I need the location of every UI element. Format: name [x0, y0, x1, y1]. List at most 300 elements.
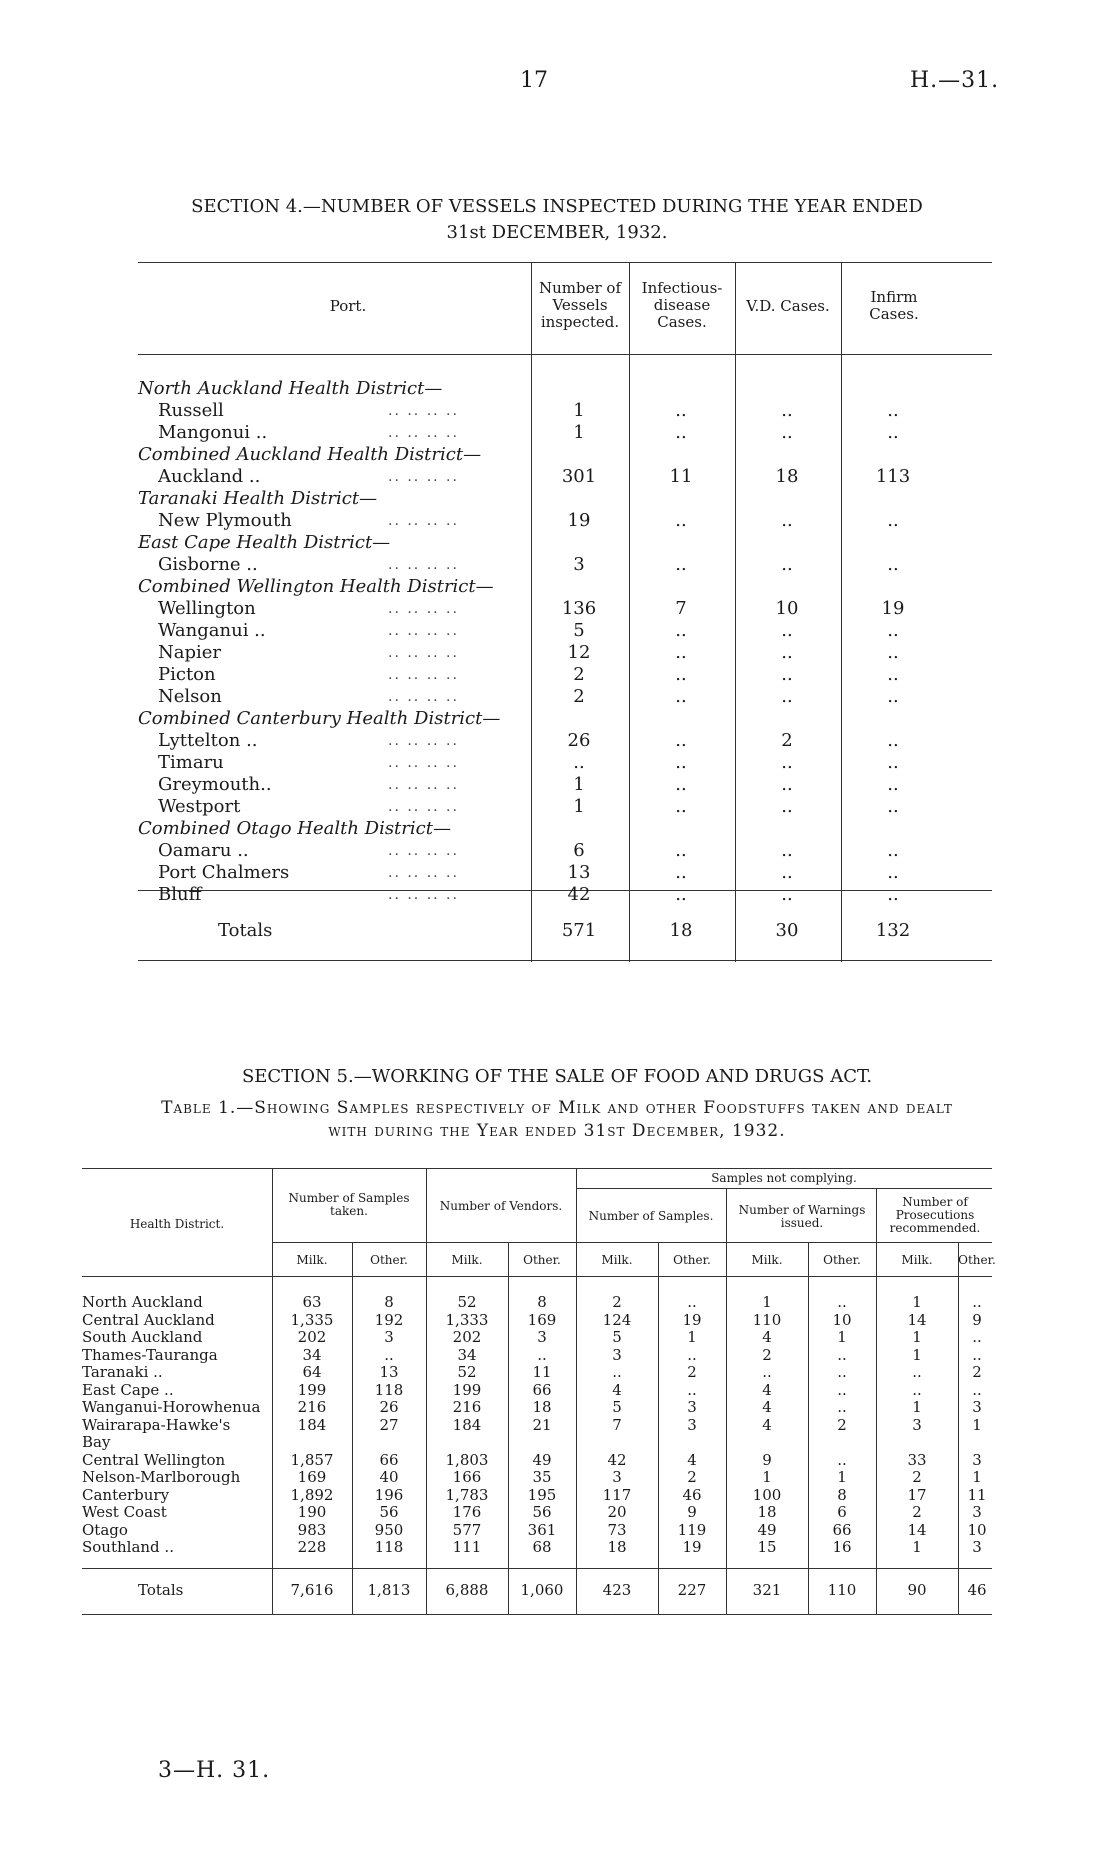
sub-milk: Milk.	[751, 1253, 783, 1267]
cell-value: 14	[907, 1520, 927, 1539]
cell-value: 18	[532, 1398, 552, 1416]
cell-value: 1	[912, 1398, 922, 1416]
cell-value: 42	[607, 1450, 627, 1469]
cell-value: ..	[675, 400, 687, 421]
cell-value: 56	[532, 1503, 552, 1521]
cell-value: ..	[781, 510, 793, 531]
district-row	[82, 1487, 992, 1504]
cell-value: 1	[912, 1293, 922, 1311]
cell-value: 1,803	[445, 1450, 489, 1469]
cell-value: 7	[675, 598, 687, 619]
cell-value: 3	[687, 1415, 697, 1434]
cell-value: 2	[781, 730, 793, 751]
leader-dots: .. .. .. ..	[388, 865, 459, 881]
cell-value: 166	[452, 1468, 482, 1486]
cell-value: 118	[374, 1538, 404, 1556]
col-num-samples: Number of Samples.	[588, 1209, 714, 1223]
cell-value: 118	[374, 1380, 404, 1399]
cell-value: 169	[297, 1468, 327, 1486]
district-name: Nelson-Marlborough	[82, 1468, 241, 1486]
document-reference: H.—31.	[910, 68, 1000, 93]
cell-value: 40	[379, 1468, 399, 1486]
cell-value: 1	[972, 1468, 982, 1486]
port-row	[138, 862, 992, 884]
cell-value: 3	[612, 1345, 622, 1364]
cell-value: ..	[887, 796, 899, 817]
sub-milk: Milk.	[901, 1253, 933, 1267]
col-samples-taken: Number of Samples taken.	[288, 1191, 410, 1218]
leader-dots: .. .. .. ..	[388, 425, 459, 441]
cell-value: ..	[972, 1328, 982, 1346]
food-drugs-table	[82, 1168, 996, 1628]
port-row	[138, 752, 992, 774]
cell-value: 19	[567, 510, 591, 531]
port-row	[138, 466, 992, 488]
col-vd: V.D. Cases.	[746, 297, 830, 315]
col-infirm: Infirm Cases.	[869, 288, 919, 323]
cell-value: 49	[532, 1450, 552, 1469]
cell-value: 199	[452, 1380, 482, 1399]
port-name: Wellington	[158, 598, 256, 619]
cell-value: 4	[762, 1380, 772, 1399]
cell-value: ..	[887, 862, 899, 883]
cell-value: ..	[675, 664, 687, 685]
cell-value: 3	[384, 1328, 394, 1346]
cell-value: 110	[752, 1310, 782, 1329]
total-value: 90	[907, 1581, 927, 1599]
cell-value: 1,892	[290, 1485, 334, 1504]
cell-value: ..	[687, 1345, 697, 1364]
cell-value: ..	[972, 1345, 982, 1364]
district-heading	[138, 576, 992, 598]
leader-dots: .. .. .. ..	[388, 645, 459, 661]
total-value: 321	[752, 1581, 782, 1599]
cell-value: 18	[607, 1538, 627, 1556]
cell-value: ..	[762, 1363, 772, 1381]
cell-value: ..	[781, 400, 793, 421]
cell-value: 3	[972, 1450, 982, 1469]
cell-value: 196	[374, 1485, 404, 1504]
port-row	[138, 796, 992, 818]
cell-value: ..	[781, 422, 793, 443]
cell-value: 18	[757, 1503, 777, 1521]
cell-value: ..	[675, 422, 687, 443]
district-name: Combined Otago Health District—	[138, 818, 451, 839]
cell-value: 216	[297, 1398, 327, 1416]
port-row	[138, 422, 992, 444]
cell-value: 119	[677, 1520, 707, 1539]
cell-value: ..	[781, 774, 793, 795]
sub-other: Other.	[523, 1253, 561, 1267]
cell-value: ..	[887, 422, 899, 443]
district-row	[82, 1504, 992, 1521]
total-value: 46	[967, 1581, 987, 1599]
col-infectious: Infectious-disease Cases.	[641, 279, 723, 331]
port-name: Russell	[158, 400, 224, 421]
cell-value: 9	[687, 1503, 697, 1521]
cell-value: 9	[972, 1310, 982, 1329]
col-warnings: Number of Warnings issued.	[738, 1203, 866, 1230]
col-port: Port.	[329, 297, 367, 315]
leader-dots: .. .. .. ..	[388, 403, 459, 419]
cell-value: 3	[972, 1503, 982, 1521]
district-name: Canterbury	[82, 1485, 170, 1504]
leader-dots: .. .. .. ..	[388, 843, 459, 859]
cell-value: 113	[875, 466, 911, 487]
port-row	[138, 642, 992, 664]
cell-value: 11	[669, 466, 693, 487]
district-name: Taranaki Health District—	[138, 488, 378, 509]
port-name: Lyttelton ..	[158, 730, 258, 751]
leader-dots: .. .. .. ..	[388, 799, 459, 815]
district-name: North Auckland	[82, 1293, 203, 1311]
cell-value: ..	[837, 1398, 847, 1416]
cell-value: 983	[297, 1520, 327, 1539]
cell-value: 4	[762, 1328, 772, 1346]
port-row	[138, 598, 992, 620]
district-name: Combined Canterbury Health District—	[138, 708, 501, 729]
cell-value: 8	[537, 1293, 547, 1311]
cell-value: 176	[452, 1503, 482, 1521]
district-row	[82, 1294, 992, 1311]
leader-dots: .. .. .. ..	[388, 623, 459, 639]
cell-value: 33	[907, 1450, 927, 1469]
cell-value: ..	[687, 1380, 697, 1399]
port-name: Bluff	[158, 884, 202, 905]
section4-title: SECTION 4.—NUMBER OF VESSELS INSPECTED DURING THE YEAR ENDED	[191, 196, 923, 217]
cell-value: 3	[912, 1415, 922, 1434]
total-value: 1,813	[367, 1581, 411, 1599]
cell-value: 2	[687, 1468, 697, 1486]
district-heading	[138, 708, 992, 730]
district-row	[82, 1364, 992, 1381]
cell-value: ..	[675, 752, 687, 773]
cell-value: ..	[887, 686, 899, 707]
cell-value: 117	[602, 1485, 632, 1504]
district-heading	[138, 488, 992, 510]
cell-value: 2	[912, 1503, 922, 1521]
district-name: Wanganui-Horowhenua	[82, 1398, 261, 1416]
cell-value: 66	[379, 1450, 399, 1469]
cell-value: 2	[687, 1363, 697, 1381]
port-name: Nelson	[158, 686, 222, 707]
district-name: Thames-Tauranga	[82, 1345, 218, 1364]
cell-value: 3	[537, 1328, 547, 1346]
cell-value: 42	[567, 884, 591, 905]
cell-value: 100	[752, 1485, 782, 1504]
port-row	[138, 400, 992, 422]
cell-value: ..	[675, 796, 687, 817]
cell-value: 19	[682, 1538, 702, 1556]
cell-value: ..	[972, 1293, 982, 1311]
sub-other: Other.	[958, 1253, 996, 1267]
cell-value: ..	[887, 510, 899, 531]
cell-value: 184	[452, 1415, 482, 1434]
cell-value: 5	[612, 1398, 622, 1416]
leader-dots: .. .. .. ..	[388, 777, 459, 793]
cell-value: 52	[457, 1363, 477, 1381]
district-row-cont	[82, 1434, 992, 1451]
cell-value: ..	[972, 1380, 982, 1399]
cell-value: 26	[379, 1398, 399, 1416]
cell-value: ..	[887, 884, 899, 905]
cell-value: ..	[573, 752, 585, 773]
port-name: Westport	[158, 796, 241, 817]
port-row	[138, 730, 992, 752]
cell-value: 19	[881, 598, 905, 619]
cell-value: 35	[532, 1468, 552, 1486]
cell-value: 169	[527, 1310, 557, 1329]
cell-value: 2	[972, 1363, 982, 1381]
cell-value: 202	[452, 1328, 482, 1346]
port-name: Auckland ..	[158, 466, 261, 487]
cell-value: ..	[781, 752, 793, 773]
cell-value: 66	[832, 1520, 852, 1539]
leader-dots: .. .. .. ..	[388, 689, 459, 705]
cell-value: 56	[379, 1503, 399, 1521]
cell-value: ..	[675, 862, 687, 883]
cell-value: 1,333	[445, 1310, 489, 1329]
col-vessels: Number of Vessels inspected.	[538, 279, 621, 331]
district-heading	[138, 818, 992, 840]
cell-value: 5	[573, 620, 585, 641]
cell-value: ..	[781, 664, 793, 685]
cell-value: 228	[297, 1538, 327, 1556]
cell-value: 7	[612, 1415, 622, 1434]
cell-value: 46	[682, 1485, 702, 1504]
cell-value: ..	[887, 840, 899, 861]
cell-value: 3	[573, 554, 585, 575]
cell-value: ..	[887, 774, 899, 795]
cell-value: 124	[602, 1310, 632, 1329]
cell-value: 10	[775, 598, 799, 619]
cell-value: 12	[567, 642, 591, 663]
port-row	[138, 840, 992, 862]
cell-value: ..	[781, 620, 793, 641]
cell-value: ..	[837, 1345, 847, 1364]
port-name: New Plymouth	[158, 510, 292, 531]
port-row	[138, 774, 992, 796]
district-row	[82, 1329, 992, 1346]
leader-dots: .. .. .. ..	[388, 755, 459, 771]
district-row	[82, 1522, 992, 1539]
cell-value: 192	[374, 1310, 404, 1329]
district-heading	[138, 444, 992, 466]
total-value: 7,616	[290, 1581, 334, 1599]
district-name: Combined Wellington Health District—	[138, 576, 494, 597]
cell-value: ..	[781, 884, 793, 905]
total-value: 571	[561, 920, 597, 941]
cell-value: 1	[573, 774, 585, 795]
port-row	[138, 510, 992, 532]
cell-value: 52	[457, 1293, 477, 1311]
total-value: 227	[677, 1581, 707, 1599]
cell-value: ..	[781, 554, 793, 575]
cell-value: 136	[561, 598, 597, 619]
cell-value: ..	[675, 642, 687, 663]
cell-value: 1,857	[290, 1450, 334, 1469]
cell-value: 184	[297, 1415, 327, 1434]
district-row	[82, 1347, 992, 1364]
port-name: Wanganui ..	[158, 620, 266, 641]
port-name: Oamaru ..	[158, 840, 249, 861]
district-name: East Cape ..	[82, 1380, 174, 1399]
footer-reference: 3—H. 31.	[158, 1758, 271, 1783]
section5-title: SECTION 5.—WORKING OF THE SALE OF FOOD AND DRUGS ACT.	[241, 1066, 873, 1087]
cell-value: 1	[687, 1328, 697, 1346]
cell-value: ..	[781, 686, 793, 707]
cell-value: ..	[781, 862, 793, 883]
cell-value: ..	[612, 1363, 622, 1381]
port-row	[138, 620, 992, 642]
district-row	[82, 1539, 992, 1556]
cell-value: ..	[781, 840, 793, 861]
port-row	[138, 554, 992, 576]
cell-value: 195	[527, 1485, 557, 1504]
sub-milk: Milk.	[601, 1253, 633, 1267]
cell-value: 199	[297, 1380, 327, 1399]
cell-value: 5	[612, 1328, 622, 1346]
cell-value: ..	[887, 730, 899, 751]
district-name: Central Auckland	[82, 1310, 215, 1329]
cell-value: 3	[972, 1398, 982, 1416]
cell-value: ..	[887, 620, 899, 641]
leader-dots: .. .. .. ..	[388, 557, 459, 573]
cell-value: 1	[573, 422, 585, 443]
cell-value: 13	[379, 1363, 399, 1381]
cell-value: ..	[687, 1293, 697, 1311]
cell-value: ..	[887, 554, 899, 575]
district-name: Southland ..	[82, 1538, 174, 1556]
cell-value: 1	[573, 400, 585, 421]
cell-value: 1	[573, 796, 585, 817]
leader-dots: .. .. .. ..	[388, 469, 459, 485]
district-name: Taranaki ..	[82, 1363, 163, 1381]
cell-value: 6	[573, 840, 585, 861]
cell-value: 18	[775, 466, 799, 487]
cell-value: ..	[384, 1345, 394, 1364]
district-row	[82, 1452, 992, 1469]
port-name: Port Chalmers	[158, 862, 290, 883]
district-heading	[138, 532, 992, 554]
port-name: Napier	[158, 642, 222, 663]
total-value: 6,888	[445, 1581, 489, 1599]
totals-row	[138, 920, 992, 942]
total-value: 1,060	[520, 1581, 564, 1599]
cell-value: 3	[687, 1398, 697, 1416]
cell-value: 15	[757, 1538, 777, 1556]
cell-value: 64	[302, 1363, 322, 1381]
col-vendors: Number of Vendors.	[439, 1199, 563, 1213]
cell-value: 111	[452, 1538, 482, 1556]
district-name: Central Wellington	[82, 1450, 226, 1469]
cell-value: 13	[567, 862, 591, 883]
page-number: 17	[520, 68, 548, 93]
district-row	[82, 1469, 992, 1486]
col-health-district: Health District.	[129, 1217, 225, 1231]
cell-value: 1	[912, 1328, 922, 1346]
cell-value: 17	[907, 1485, 927, 1504]
cell-value: 1	[912, 1345, 922, 1364]
port-name: Picton	[158, 664, 216, 685]
cell-value: ..	[675, 620, 687, 641]
cell-value: 9	[762, 1450, 772, 1469]
table1-caption: Table 1.—Showing Samples respectively of Milk and other Foodstuffs taken and dealt	[161, 1098, 953, 1118]
port-name: Gisborne ..	[158, 554, 258, 575]
cell-value: 8	[837, 1485, 847, 1504]
cell-value: 73	[607, 1520, 627, 1539]
cell-value: 2	[912, 1468, 922, 1486]
cell-value: ..	[887, 642, 899, 663]
district-row	[82, 1312, 992, 1329]
cell-value: ..	[912, 1363, 922, 1381]
cell-value: 26	[567, 730, 591, 751]
cell-value: 4	[762, 1415, 772, 1434]
cell-value: 1	[837, 1468, 847, 1486]
district-name: West Coast	[82, 1503, 167, 1521]
cell-value: 66	[532, 1380, 552, 1399]
cell-value: 3	[612, 1468, 622, 1486]
district-row	[82, 1382, 992, 1399]
cell-value: 2	[573, 686, 585, 707]
sub-milk: Milk.	[451, 1253, 483, 1267]
leader-dots: .. .. .. ..	[388, 887, 459, 903]
total-value: 132	[875, 920, 911, 941]
cell-value: 301	[561, 466, 597, 487]
cell-value: 1	[972, 1415, 982, 1434]
cell-value: 14	[907, 1310, 927, 1329]
cell-value: 11	[967, 1485, 987, 1504]
cell-value: 1,783	[445, 1485, 489, 1504]
leader-dots: .. .. .. ..	[388, 667, 459, 683]
cell-value: ..	[675, 554, 687, 575]
cell-value: ..	[675, 686, 687, 707]
cell-value: 1,335	[290, 1310, 334, 1329]
district-name-cont: Bay	[82, 1433, 111, 1451]
totals-row	[82, 1582, 992, 1599]
total-value: 30	[775, 920, 799, 941]
total-value: 110	[827, 1581, 857, 1599]
leader-dots: .. .. .. ..	[388, 733, 459, 749]
cell-value: ..	[887, 400, 899, 421]
leader-dots: .. .. .. ..	[388, 601, 459, 617]
totals-label: Totals	[138, 1581, 184, 1599]
cell-value: ..	[675, 510, 687, 531]
cell-value: 1	[762, 1293, 772, 1311]
total-value: 18	[669, 920, 693, 941]
section4-title-date: 31st DECEMBER, 1932.	[446, 222, 668, 243]
district-name: Otago	[82, 1520, 128, 1539]
cell-value: 34	[457, 1345, 477, 1364]
cell-value: 577	[452, 1520, 482, 1539]
cell-value: 2	[573, 664, 585, 685]
cell-value: 4	[612, 1380, 622, 1399]
sub-other: Other.	[673, 1253, 711, 1267]
district-name: Combined Auckland Health District—	[138, 444, 482, 465]
col-prosecutions: Number of Prosecutions recommended.	[889, 1195, 981, 1235]
cell-value: ..	[837, 1363, 847, 1381]
cell-value: ..	[781, 642, 793, 663]
cell-value: 27	[379, 1415, 399, 1434]
cell-value: ..	[837, 1293, 847, 1311]
cell-value: 63	[302, 1293, 322, 1311]
cell-value: ..	[912, 1380, 922, 1399]
district-row	[82, 1399, 992, 1416]
cell-value: 11	[532, 1363, 552, 1381]
sub-milk: Milk.	[296, 1253, 328, 1267]
totals-label: Totals	[218, 920, 273, 941]
cell-value: ..	[887, 664, 899, 685]
